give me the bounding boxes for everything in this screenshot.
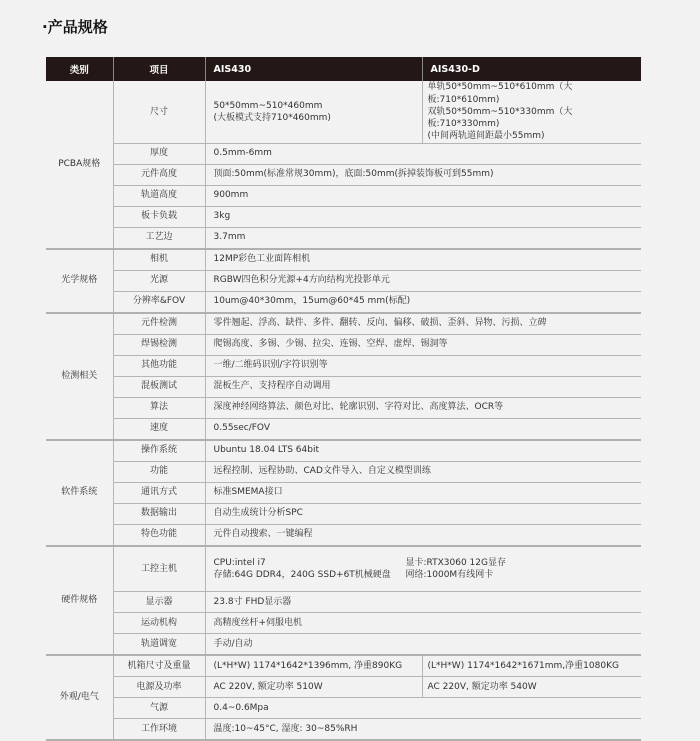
table-row [46, 334, 641, 355]
category-optical: 光学规格 [46, 249, 113, 313]
table-row [46, 164, 641, 185]
table-cell: 运动机构 [113, 613, 205, 634]
table-row [46, 227, 641, 249]
table-row [46, 81, 641, 143]
table-cell: 分辨率&FOV [113, 291, 205, 313]
table-cell: 工作环境 [113, 719, 205, 741]
table-cell: 速度 [113, 418, 205, 440]
table-row [46, 355, 641, 376]
host-specs: CPU:intel i7 显卡:RTX3060 12G显存 存储:64G DDR4，240G SSD+6T机械硬盘 网络:1000M有线网卡 [205, 546, 641, 592]
table-cell: 工艺边 [113, 227, 205, 249]
table-row [46, 482, 641, 503]
table-cell: (L*H*W) 1174*1642*1671mm,净重1080KG [422, 655, 641, 677]
table-row [46, 440, 641, 462]
table-cell: 特色功能 [113, 524, 205, 546]
table-row [46, 376, 641, 397]
value-ais430: 50*50mm~510*460mm (大板模式支持710*460mm) [205, 81, 422, 143]
table-cell: (L*H*W) 1174*1642*1396mm, 净重890KG [205, 655, 422, 677]
table-row [46, 206, 641, 227]
category-software: 软件系统 [46, 440, 113, 546]
table-cell: 元件高度 [113, 164, 205, 185]
table-cell: 焊锡检测 [113, 334, 205, 355]
table-cell: 零件翘起、浮高、缺件、多件、翻转、反向、偏移、破损、歪斜、异物、污损、立碑 [205, 313, 641, 335]
section-title: ·产品规格 [42, 18, 108, 36]
table-row [46, 270, 641, 291]
table-row [46, 397, 641, 418]
table-cell: 爬锡高度、多锡、少锡、拉尖、连锡、空焊、虚焊、锡洞等 [205, 334, 641, 355]
table-row [46, 313, 641, 335]
table-cell: 轨道高度 [113, 185, 205, 206]
table-cell: 光源 [113, 270, 205, 291]
table-cell: 功能 [113, 461, 205, 482]
table-row [46, 461, 641, 482]
table-cell: RGBW四色积分光源+4方向结构光投影单元 [205, 270, 641, 291]
table-cell: 0.4~0.6Mpa [205, 698, 641, 719]
table-cell: 深度神经网络算法、颜色对比、轮廓识别、字符对比、高度算法、OCR等 [205, 397, 641, 418]
table-cell: 高精度丝杆+伺服电机 [205, 613, 641, 634]
table-cell: 3kg [205, 206, 641, 227]
spec-table [46, 57, 641, 741]
table-cell: 一维/二维码识别/字符识别等 [205, 355, 641, 376]
category-hardware: 硬件规格 [46, 546, 113, 656]
table-cell: Ubuntu 18.04 LTS 64bit [205, 440, 641, 462]
category-exterior: 外观/电气 [46, 655, 113, 740]
table-row [46, 634, 641, 656]
item-label: 尺寸 [113, 81, 205, 143]
table-row [46, 524, 641, 546]
table-cell: 板卡负载 [113, 206, 205, 227]
table-cell: 显示器 [113, 592, 205, 613]
table-cell: 0.5mm-6mm [205, 143, 641, 164]
table-row [46, 698, 641, 719]
table-row [46, 291, 641, 313]
table-cell: 其他功能 [113, 355, 205, 376]
table-cell: 0.55sec/FOV [205, 418, 641, 440]
table-cell: 厚度 [113, 143, 205, 164]
table-row [46, 655, 641, 677]
header-ais430: AIS430 [205, 57, 422, 81]
table-header [46, 57, 641, 81]
header-item: 项目 [113, 57, 205, 81]
header-ais430d: AIS430-D [422, 57, 641, 81]
table-cell: 气源 [113, 698, 205, 719]
table-cell: 算法 [113, 397, 205, 418]
table-cell: 远程控制、远程协助、CAD文件导入、自定义模型训练 [205, 461, 641, 482]
table-cell: 自动生成统计分析SPC [205, 503, 641, 524]
table-cell: 混板生产、支持程序自动调用 [205, 376, 641, 397]
table-cell: 元件检测 [113, 313, 205, 335]
table-row [46, 185, 641, 206]
table-cell: 3.7mm [205, 227, 641, 249]
table-row [46, 592, 641, 613]
table-cell: 混板测试 [113, 376, 205, 397]
table-row [46, 143, 641, 164]
category-pcba: PCBA规格 [46, 81, 113, 249]
table-cell: 元件自动搜索、一键编程 [205, 524, 641, 546]
table-cell: 操作系统 [113, 440, 205, 462]
table-cell: AC 220V, 额定功率 510W [205, 677, 422, 698]
table-row [46, 613, 641, 634]
table-cell: 相机 [113, 249, 205, 271]
table-row [46, 677, 641, 698]
table-cell: 900mm [205, 185, 641, 206]
table-cell: 顶面:50mm(标准常规30mm)，底面:50mm(拆掉装饰板可到55mm) [205, 164, 641, 185]
table-cell: 标准SMEMA接口 [205, 482, 641, 503]
table-cell: 10um@40*30mm，15um@60*45 mm(标配) [205, 291, 641, 313]
table-cell: 数据输出 [113, 503, 205, 524]
value-ais430d: 单轨50*50mm~510*610mm（大板:710*610mm) 双轨50*50mm~510*330mm（大板:710*330mm) (中间两轨道间距最小55mm) [422, 81, 641, 143]
table-row [46, 546, 641, 592]
table-cell: 轨道调宽 [113, 634, 205, 656]
header-category: 类别 [46, 57, 113, 81]
table-row [46, 719, 641, 741]
table-cell: 机箱尺寸及重量 [113, 655, 205, 677]
table-cell: 电源及功率 [113, 677, 205, 698]
table-cell: 12MP彩色工业面阵相机 [205, 249, 641, 271]
table-cell: 23.8寸 FHD显示器 [205, 592, 641, 613]
table-row [46, 418, 641, 440]
table-cell: 温度:10~45°C, 湿度: 30~85%RH [205, 719, 641, 741]
table-cell: 手动/自动 [205, 634, 641, 656]
table-cell: 通讯方式 [113, 482, 205, 503]
table-row [46, 249, 641, 271]
table-cell: AC 220V, 额定功率 540W [422, 677, 641, 698]
table-cell: 工控主机 [113, 546, 205, 592]
table-row [46, 503, 641, 524]
category-detection: 检测相关 [46, 313, 113, 440]
